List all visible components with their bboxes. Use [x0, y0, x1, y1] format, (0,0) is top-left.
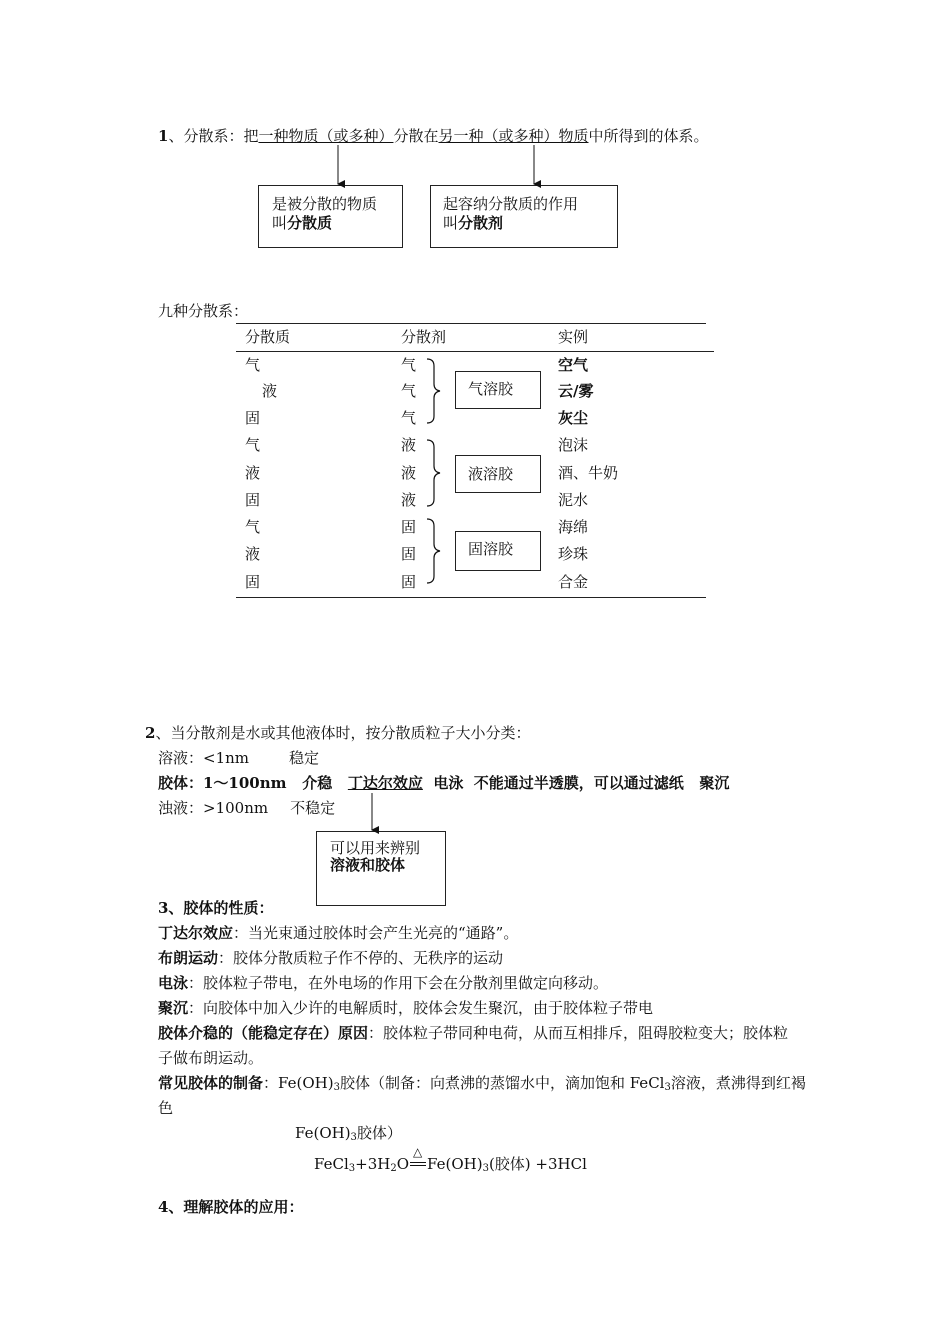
row-example: 泥水 — [558, 491, 589, 509]
nine-title: 九种分散系： — [158, 302, 249, 320]
box1-prefix: 叫 — [272, 214, 288, 232]
colloid-tyndall: 丁达尔效应 — [347, 774, 423, 792]
col-header-medium: 分散剂 — [401, 328, 447, 346]
row-dispersed: 固 — [245, 573, 261, 591]
box1-term: 分散质 — [287, 214, 333, 232]
box2-prefix: 叫 — [443, 214, 459, 232]
row-example: 灰尘 — [558, 409, 589, 427]
solid-sol-label: 固溶胶 — [468, 540, 514, 558]
eq-sub2: 2 — [390, 1163, 397, 1174]
preparation-line2: 色 — [158, 1099, 174, 1117]
section1-number: 1 — [158, 127, 169, 145]
metastable-line2: 子做布朗运动。 — [158, 1049, 264, 1067]
eq-product2: (胶体) +3HCl — [488, 1155, 587, 1173]
box2-term: 分散剂 — [458, 214, 504, 232]
coagulation-term: 聚沉 — [158, 999, 189, 1017]
row-medium: 液 — [401, 491, 417, 509]
brace-liquid-sol — [427, 440, 440, 506]
prep-formula: ：Fe(OH) — [263, 1074, 334, 1092]
aerosol-label: 气溶胶 — [468, 380, 514, 398]
eq-heat-sign: △ — [413, 1145, 423, 1159]
metastable-desc: ：胶体粒子带同种电荷，从而互相排斥，阻碍胶粒变大；胶体粒 — [368, 1024, 789, 1042]
section1-dispersed: 一种物质（或多种） — [258, 127, 394, 145]
row-example: 珍珠 — [558, 545, 589, 563]
row-dispersed: 液 — [245, 545, 261, 563]
colloid-formula: Fe(OH) — [295, 1124, 351, 1142]
distinguish-line2: 溶液和胶体 — [330, 856, 406, 874]
box2-line1: 起容纳分散质的作用 — [443, 195, 579, 213]
row-dispersed: 液 — [245, 464, 261, 482]
electrophoresis-term: 电泳 — [158, 974, 189, 992]
box1-line1: 是被分散的物质 — [272, 195, 378, 213]
tyndall-term: 丁达尔效应 — [158, 924, 234, 942]
colloid-formula-suffix: 胶体） — [356, 1124, 402, 1142]
preparation-term: 常见胶体的制备 — [158, 1074, 264, 1092]
turbid-stability: 不稳定 — [290, 799, 336, 817]
row-dispersed: 气 — [245, 436, 261, 454]
solution-stability: 稳定 — [289, 749, 320, 767]
colloid-size: 胶体：1～100nm 介稳 — [158, 774, 348, 792]
section3-title: 3、胶体的性质： — [158, 899, 274, 917]
prep-desc2: 溶液，煮沸得到红褐 — [670, 1074, 806, 1092]
row-example: 云/雾 — [558, 382, 594, 400]
row-dispersed: 气 — [245, 518, 261, 536]
row-medium: 液 — [401, 436, 417, 454]
col-header-example: 实例 — [558, 328, 589, 346]
section2-number: 2 — [145, 724, 156, 742]
distinguish-line1: 可以用来辨别 — [330, 839, 421, 857]
brace-solid-sol — [427, 519, 440, 583]
row-medium: 液 — [401, 464, 417, 482]
electrophoresis-desc: ：胶体粒子带电，在外电场的作用下会在分散剂里做定向移动。 — [188, 974, 609, 992]
row-example: 合金 — [558, 573, 589, 591]
brace-aerosol — [427, 359, 440, 423]
row-dispersed: 气 — [245, 356, 261, 374]
eq-sub1: 3 — [348, 1163, 356, 1174]
brownian-term: 布朗运动 — [158, 949, 219, 967]
section2-title-text: 、当分散剂是水或其他液体时，按分散质粒子大小分类： — [155, 724, 531, 742]
row-example: 海绵 — [558, 518, 589, 536]
row-medium: 气 — [401, 356, 417, 374]
colloid-formula-sub: 3 — [350, 1132, 357, 1143]
row-medium: 固 — [401, 545, 417, 563]
row-medium: 固 — [401, 573, 417, 591]
row-medium: 气 — [401, 382, 417, 400]
turbid-size: 浊液：>100nm — [158, 799, 269, 817]
row-dispersed: 固 — [245, 409, 261, 427]
section4-title: 4、理解胶体的应用： — [158, 1198, 304, 1216]
section1-mid: 分散在 — [393, 127, 439, 145]
solution-size: 溶液：<1nm — [158, 749, 249, 767]
eq-reactant2: +3H — [355, 1155, 391, 1173]
colloid-properties: 电泳 不能通过半透膜，可以通过滤纸 聚沉 — [422, 774, 730, 792]
eq-product1: Fe(OH) — [427, 1155, 483, 1173]
metastable-term: 胶体介稳的（能稳定存在）原因 — [158, 1024, 369, 1042]
section1-post: 中所得到的体系。 — [588, 127, 709, 145]
row-medium: 固 — [401, 518, 417, 536]
row-example: 酒、牛奶 — [558, 464, 619, 482]
brownian-desc: ：胶体分散质粒子作不停的、无秩序的运动 — [218, 949, 504, 967]
col-header-dispersed: 分散质 — [245, 328, 291, 346]
prep-sub: 3 — [333, 1082, 340, 1093]
row-example: 空气 — [558, 356, 589, 374]
row-dispersed: 固 — [245, 491, 261, 509]
prep-sub2: 3 — [664, 1082, 671, 1093]
row-dispersed: 液 — [262, 382, 278, 400]
prep-desc: 胶体（制备：向煮沸的蒸馏水中，滴加饱和 FeCl — [339, 1074, 665, 1092]
eq-sub3: 3 — [482, 1163, 489, 1174]
row-medium: 气 — [401, 409, 417, 427]
eq-reactant1: FeCl — [314, 1155, 349, 1173]
section1-medium: 另一种（或多种）物质 — [438, 127, 589, 145]
tyndall-desc: ：当光束通过胶体时会产生光亮的“通路”。 — [233, 924, 519, 942]
row-example: 泡沫 — [558, 436, 589, 454]
coagulation-desc: ：向胶体中加入少许的电解质时，胶体会发生聚沉，由于胶体粒子带电 — [188, 999, 654, 1017]
section1-pre: 、分散系：把 — [168, 127, 259, 145]
eq-reactant2b: O — [396, 1155, 410, 1173]
liquid-sol-label: 液溶胶 — [468, 465, 514, 483]
